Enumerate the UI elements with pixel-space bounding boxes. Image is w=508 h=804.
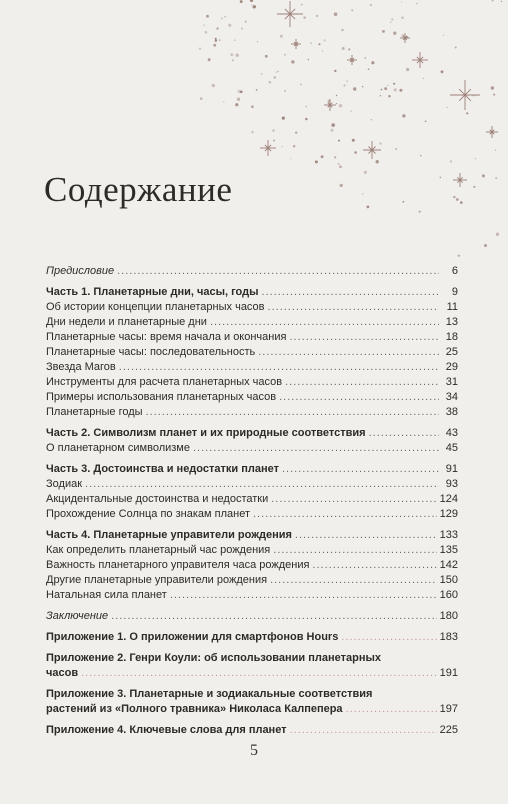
toc-entry-label: Приложение 2. Генри Коули: об использовании планетарных: [46, 652, 382, 664]
star-dot: [341, 29, 343, 31]
toc-page-number: 124: [439, 493, 458, 505]
star-dot: [419, 211, 421, 213]
star-dot: [205, 31, 208, 34]
star-dot: [240, 91, 243, 94]
toc-entry[interactable]: [46, 609, 458, 624]
star-dot: [213, 44, 216, 47]
toc-page-number: 43: [445, 427, 458, 439]
star-dot: [347, 81, 348, 82]
dot-leader: [295, 528, 437, 542]
star-dot: [458, 255, 460, 257]
star-dot: [482, 174, 485, 177]
star-dot: [484, 244, 487, 247]
star-dot: [203, 25, 204, 26]
star-dot: [371, 61, 374, 64]
star-dot: [423, 78, 424, 79]
toc-entry[interactable]: [46, 315, 458, 330]
star-dot: [280, 35, 283, 38]
sparkle-icon: [291, 39, 301, 49]
toc-entry-label: Другие планетарные управители рождения: [46, 574, 268, 586]
star-dot: [230, 53, 233, 56]
dot-leader: [111, 609, 436, 623]
star-dot: [382, 30, 385, 33]
star-dot: [215, 38, 217, 40]
toc-entry-label: Примеры использования планетарных часов: [46, 391, 277, 403]
star-dot: [447, 107, 448, 108]
star-dot: [274, 76, 277, 79]
star-dot: [200, 97, 203, 100]
star-dot: [393, 83, 395, 85]
star-dot: [473, 186, 475, 188]
star-dot: [212, 84, 216, 88]
toc-entry[interactable]: [46, 492, 458, 507]
star-dot: [343, 84, 345, 86]
star-dot: [284, 90, 286, 92]
star-dot: [324, 39, 326, 41]
toc-entry-label: Часть 1. Планетарные дни, часы, годы: [46, 286, 259, 298]
star-dot: [495, 150, 496, 151]
star-dot: [321, 155, 324, 158]
dot-leader: [270, 573, 437, 587]
star-dot: [354, 151, 357, 154]
dot-leader: [268, 300, 439, 314]
page-title: Содержание: [44, 170, 233, 209]
star-dot: [362, 193, 363, 194]
toc-page-number: 13: [445, 316, 458, 328]
toc-entry-continued[interactable]: [46, 702, 458, 717]
dot-leader: [117, 264, 439, 278]
star-dot: [303, 16, 306, 19]
toc-page-number: 31: [445, 376, 458, 388]
sparkle-icon: [347, 55, 357, 65]
sparkle-icon: [400, 33, 410, 43]
star-dot: [273, 140, 275, 142]
star-dot: [334, 12, 338, 16]
toc-page-number: 129: [439, 508, 458, 520]
toc-page-number: 197: [439, 703, 458, 715]
star-dot: [245, 21, 247, 23]
star-dot: [370, 4, 372, 6]
sparkle-icon: [412, 52, 428, 68]
toc-entry-label: Планетарные часы: время начала и окончания: [46, 331, 287, 343]
dot-leader: [282, 462, 439, 476]
toc-entry-label: Приложение 1. О приложении для смартфонов Hours: [46, 631, 339, 643]
star-dot: [282, 146, 283, 147]
star-dot: [322, 50, 323, 51]
star-dot: [315, 160, 318, 163]
star-dot: [339, 104, 342, 107]
star-dot: [390, 22, 391, 23]
star-dot: [265, 55, 268, 58]
star-dot: [491, 86, 494, 89]
toc-entry-label: Об истории концепции планетарных часов: [46, 301, 265, 313]
star-dot: [300, 84, 301, 85]
star-dot: [319, 43, 321, 45]
table-of-contents: [46, 264, 458, 738]
toc-page-number: 225: [439, 724, 458, 736]
star-dot: [348, 48, 350, 50]
star-dot: [199, 48, 201, 50]
toc-entry-label: Планетарные годы: [46, 406, 143, 418]
toc-entry-label: часов: [46, 667, 79, 679]
star-dot: [403, 201, 405, 203]
dot-leader: [170, 588, 437, 602]
toc-page-number: 142: [439, 559, 458, 571]
star-dot: [395, 148, 397, 150]
star-dot: [351, 9, 353, 11]
star-dot: [301, 4, 302, 5]
toc-page-number: 150: [439, 574, 458, 586]
star-dot: [221, 18, 222, 19]
toc-entry-label: Приложение 3. Планетарные и зодиакальные соответствия: [46, 688, 373, 700]
star-dot: [310, 42, 312, 44]
star-dot: [394, 88, 397, 91]
toc-page-number: 191: [439, 667, 458, 679]
toc-page-number: 29: [445, 361, 458, 373]
toc-entry-label: Часть 4. Планетарные управители рождения: [46, 529, 292, 541]
star-dot: [269, 81, 272, 84]
dot-leader: [210, 315, 439, 329]
star-dot: [290, 158, 291, 159]
star-dot: [234, 40, 235, 41]
star-dot: [420, 155, 422, 157]
toc-entry[interactable]: [46, 375, 458, 390]
star-dot: [381, 89, 383, 91]
star-dot: [338, 163, 340, 165]
star-dot: [460, 201, 463, 204]
toc-entry[interactable]: [46, 264, 458, 279]
star-dot: [336, 95, 337, 96]
toc-page-number: 25: [445, 346, 458, 358]
star-dot: [406, 68, 409, 71]
toc-entry[interactable]: [46, 405, 458, 420]
sparkle-icon: [277, 1, 303, 27]
star-dot: [339, 166, 342, 169]
star-dot: [425, 120, 427, 122]
sparkle-icon: [453, 173, 467, 187]
star-dot: [401, 1, 402, 2]
toc-entry-label: Часть 2. Символизм планет и их природные соответствия: [46, 427, 366, 439]
toc-entry-label: Как определить планетарный час рождения: [46, 544, 271, 556]
toc-entry[interactable]: [46, 558, 458, 573]
toc-entry-label: Важность планетарного управителя часа рождения: [46, 559, 310, 571]
toc-page-number: 45: [445, 442, 458, 454]
star-dot: [416, 3, 418, 5]
star-dot: [379, 142, 381, 144]
star-dot: [350, 110, 351, 111]
star-dot: [223, 101, 224, 102]
dot-leader: [312, 558, 436, 572]
toc-page-number: 6: [451, 265, 458, 277]
stars-decoration: [0, 0, 508, 260]
toc-entry[interactable]: [46, 651, 458, 666]
star-dot: [282, 117, 285, 120]
star-dot: [284, 54, 286, 56]
star-dot: [257, 41, 258, 42]
toc-entry[interactable]: [46, 360, 458, 375]
toc-entry[interactable]: [46, 723, 458, 738]
toc-part-heading[interactable]: [46, 426, 458, 441]
star-dot: [256, 89, 258, 91]
star-dot: [272, 129, 274, 131]
star-dot: [443, 35, 445, 37]
star-dot: [393, 32, 396, 35]
toc-entry-label: растений из «Полного травника» Николаса Калпепера: [46, 703, 343, 715]
toc-entry-label: Звезда Магов: [46, 361, 116, 373]
star-dot: [331, 129, 334, 132]
sparkle-icon: [324, 99, 336, 111]
dot-leader: [290, 723, 437, 737]
toc-part-heading[interactable]: [46, 285, 458, 300]
dot-leader: [253, 507, 437, 521]
toc-page-number: 9: [451, 286, 458, 298]
star-dot: [235, 103, 238, 106]
star-dot: [240, 0, 243, 3]
dot-leader: [261, 285, 439, 299]
star-dot: [440, 177, 442, 179]
star-dot: [493, 94, 495, 96]
star-dot: [250, 0, 253, 2]
toc-part-heading[interactable]: [46, 462, 458, 477]
star-dot: [308, 59, 309, 60]
dot-leader: [271, 492, 436, 506]
dot-leader: [289, 330, 439, 344]
toc-entry-label: Инструменты для расчета планетарных часов: [46, 376, 283, 388]
star-dot: [352, 139, 355, 142]
sparkle-icon: [363, 141, 381, 159]
toc-entry-label: Зодиак: [46, 478, 83, 490]
dot-leader: [258, 345, 439, 359]
star-dot: [401, 17, 403, 19]
star-dot: [496, 233, 499, 236]
toc-entry-label: Приложение 4. Ключевые слова для планет: [46, 724, 287, 736]
star-dot: [216, 27, 218, 29]
star-dot: [453, 196, 455, 198]
toc-page-number: 183: [439, 631, 458, 643]
toc-entry[interactable]: [46, 441, 458, 456]
toc-entry-label: Натальная сила планет: [46, 589, 167, 601]
star-dot: [336, 103, 337, 104]
sparkle-icon: [450, 80, 480, 110]
toc-entry-label: Заключение: [46, 610, 109, 622]
toc-entry[interactable]: [46, 573, 458, 588]
toc-entry[interactable]: [46, 390, 458, 405]
star-dot: [276, 72, 277, 73]
toc-page-number: 91: [445, 463, 458, 475]
star-dot: [206, 15, 209, 18]
toc-entry[interactable]: [46, 330, 458, 345]
dot-leader: [81, 666, 437, 680]
star-dot: [456, 198, 459, 201]
star-dot: [215, 40, 217, 42]
page-number: 5: [250, 742, 258, 759]
star-dot: [399, 89, 402, 92]
star-dot: [371, 119, 372, 120]
toc-entry[interactable]: [46, 345, 458, 360]
star-dot: [241, 27, 243, 29]
star-dot: [261, 73, 263, 75]
star-dot: [293, 145, 296, 148]
dot-leader: [285, 375, 439, 389]
toc-page-number: 11: [446, 301, 458, 313]
star-dot: [450, 160, 452, 162]
toc-entry-label: Дни недели и планетарные дни: [46, 316, 207, 328]
star-dot: [387, 85, 388, 86]
star-dot: [228, 24, 231, 27]
toc-page-number: 180: [439, 610, 458, 622]
star-dot: [455, 47, 457, 49]
star-dot: [376, 160, 379, 163]
toc-entry-label: Акцидентальные достоинства и недостатки: [46, 493, 269, 505]
dot-leader: [279, 390, 439, 404]
star-dot: [224, 16, 226, 18]
star-dot: [340, 184, 343, 187]
star-dot: [466, 112, 468, 114]
dot-leader: [146, 405, 439, 419]
star-dot: [364, 57, 366, 59]
toc-entry[interactable]: [46, 300, 458, 315]
toc-entry-label: Прохождение Солнца по знакам планет: [46, 508, 250, 520]
star-dot: [380, 95, 381, 96]
star-dot: [251, 131, 253, 133]
star-dot: [367, 206, 370, 209]
toc-page-number: 38: [445, 406, 458, 418]
star-dot: [232, 59, 234, 61]
star-dot: [331, 123, 335, 127]
toc-entry[interactable]: [46, 630, 458, 645]
dot-leader: [119, 360, 439, 374]
star-dot: [368, 68, 370, 70]
star-dot: [253, 5, 256, 8]
dot-leader: [85, 477, 439, 491]
star-dot: [236, 54, 239, 57]
dot-leader: [273, 543, 436, 557]
star-dot: [295, 132, 297, 134]
star-dot: [316, 15, 318, 17]
star-dot: [251, 4, 252, 5]
star-dot: [338, 140, 340, 142]
star-dot: [353, 87, 356, 90]
dot-leader: [341, 630, 436, 644]
star-dot: [441, 70, 444, 73]
toc-page-number: 135: [439, 544, 458, 556]
toc-entry-continued[interactable]: [46, 666, 458, 681]
star-dot: [334, 156, 336, 158]
star-dot: [391, 18, 393, 20]
star-dot: [388, 95, 390, 97]
toc-entry-label: Предисловие: [46, 265, 115, 277]
toc-entry[interactable]: [46, 477, 458, 492]
star-dot: [291, 60, 294, 63]
toc-page-number: 18: [445, 331, 458, 343]
toc-page-number: 160: [439, 589, 458, 601]
star-dot: [305, 118, 308, 121]
toc-page-number: 34: [445, 391, 458, 403]
star-dot: [492, 0, 494, 2]
toc-entry-label: Планетарные часы: последовательность: [46, 346, 256, 358]
dot-leader: [193, 441, 439, 455]
star-dot: [362, 86, 363, 87]
star-dot: [208, 58, 211, 61]
dot-leader: [369, 426, 439, 440]
sparkle-icon: [260, 140, 276, 156]
star-dot: [402, 114, 405, 117]
dot-leader: [346, 702, 437, 716]
toc-entry-label: Часть 3. Достоинства и недостатки планет: [46, 463, 279, 475]
toc-page-number: 93: [445, 478, 458, 490]
toc-entry[interactable]: [46, 687, 458, 702]
star-dot: [251, 105, 254, 108]
star-dot: [306, 106, 307, 107]
toc-page-number: 133: [439, 529, 458, 541]
star-dot: [501, 1, 502, 2]
star-dot: [219, 39, 221, 41]
star-dot: [334, 70, 336, 72]
toc-entry[interactable]: [46, 588, 458, 603]
star-dot: [277, 71, 278, 72]
toc-entry[interactable]: [46, 543, 458, 558]
star-dot: [384, 87, 387, 90]
star-dot: [342, 47, 345, 50]
star-dot: [495, 177, 497, 179]
toc-entry-label: О планетарном символизме: [46, 442, 190, 454]
star-dot: [237, 98, 240, 101]
toc-entry[interactable]: [46, 507, 458, 522]
star-dot: [364, 171, 367, 174]
star-dot: [475, 158, 476, 159]
sparkle-icon: [486, 126, 498, 138]
toc-part-heading[interactable]: [46, 528, 458, 543]
